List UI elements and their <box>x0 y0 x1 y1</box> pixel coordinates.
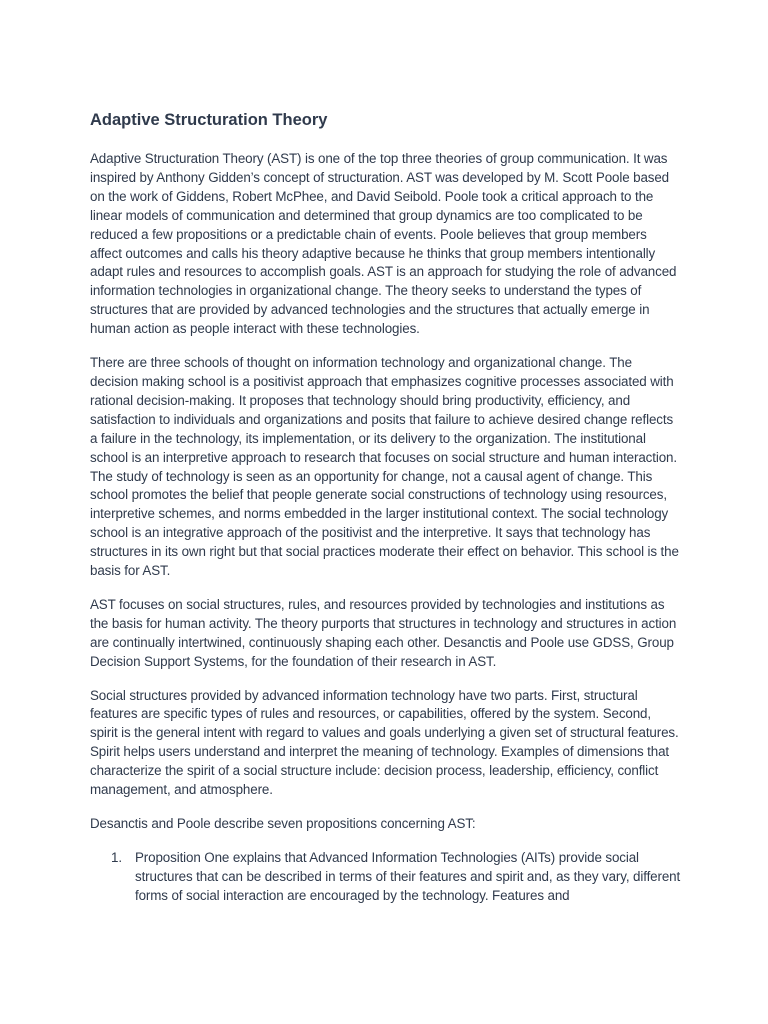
list-item-number: 1. <box>111 849 122 865</box>
paragraph-propositions-intro: Desanctis and Poole describe seven propositions concerning AST: <box>90 816 476 831</box>
paragraph-social-structures-focus: AST focuses on social structures, rules, and resources provided by technologies and institutions as the basis for human activity. The theory purports that structures in technology and structures in action are continually intertwined, continuously shaping each other. Desanctis and Poole use GDSS, Group Decision Support Systems, for the foundation of their research in AST. <box>90 596 677 669</box>
paragraph-ast-intro: Adaptive Structuration Theory (AST) is one of the top three theories of group communication. It was inspired by Anthony Gidden’s concept of structuration. AST was developed by M. Scott Poole based on the work of Giddens, Robert McPhee, and David Seibold. Poole took a critical approach to the linear models of communication and determined that group dynamics are too complicated to be reduced a few propositions or a predictable chain of events. Poole believes that group members affect outcomes and calls his theory adaptive because he thinks that group members intentionally adapt rules and resources to accomplish goals. AST is an approach for studying the role of advanced information technologies in organizational change. The theory seeks to understand the types of structures that are provided by advanced technologies and the structures that actually emerge in human action as people interact with these technologies. <box>90 151 677 337</box>
paragraph-structural-features-spirit: Social structures provided by advanced information technology have two parts. First, structural features are specific types of rules and resources, or capabilities, offered by the system. Second, spirit is the general intent with regard to values and goals underlying a given set of structural features. Spirit helps users understand and interpret the meaning of technology. Examples of dimensions that characterize the spirit of a social structure include: decision process, leadership, efficiency, conflict management, and atmosphere. <box>90 687 679 798</box>
propositions-list <box>90 849 682 906</box>
list-item <box>90 849 682 906</box>
paragraph-schools-of-thought: There are three schools of thought on information technology and organizational change. The decision making school is a positivist approach that emphasizes cognitive processes associated with rational decision-making. It proposes that technology should bring productivity, efficiency, and satisfaction to individuals and organizations and posits that failure to achieve desired change reflects a failure in the technology, its implementation, or its delivery to the organization. The institutional school is an interpretive approach to research that focuses on social structure and human interaction. The study of technology is seen as an opportunity for change, not a causal agent of change. This school promotes the belief that people generate social constructions of technology using resources, interpretive schemes, and norms embedded in the larger institutional context. The social technology school is an integrative approach of the positivist and the interpretive. It says that technology has structures in its own right but that social practices moderate their effect on behavior. This school is the basis for AST. <box>90 355 679 579</box>
list-item-text: Proposition One explains that Advanced Information Technologies (AITs) provide social structures that can be described in terms of their features and spirit and, as they vary, different forms of social interaction are encouraged by the technology. Features and <box>135 849 681 903</box>
document-title: Adaptive Structuration Theory <box>90 111 328 129</box>
document-page <box>90 110 682 906</box>
